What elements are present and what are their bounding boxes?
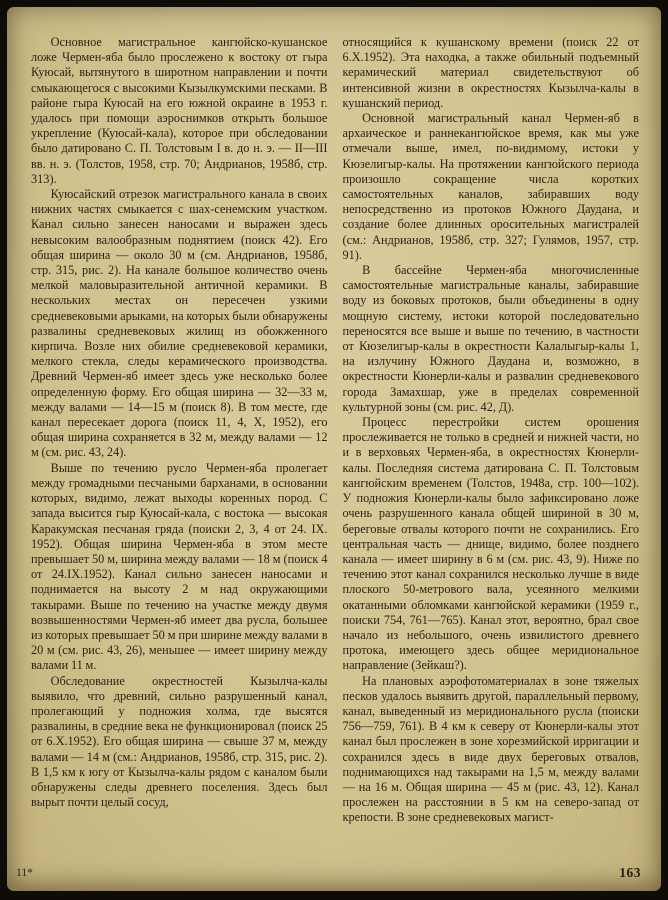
page: [7, 7, 661, 891]
paragraph: Обследование окрестностей Кызылча-калы выявило, что древний, сильно разрушенный канал, пролегающий у подножия холма, где высятся развалины, в средние века не функционировал (поиск 25 от 6.X.1952). Его общая ширина — свыше 37 м, между валами — 14 м (см.: Андрианов, 1958б, стр. 315, рис. 2). В 1,5 км к югу от Кызылча-калы рядом с каналом были обнаружены следы древнего поселения. Здесь был вырыт почти целый сосуд,: [31, 673, 328, 810]
paragraph: Выше по течению русло Чермен-яба пролегает между громадными песчаными барханами, в основании которых, видимо, лежат выходы коренных пород. С запада высится гыр Куюсай-кала, с востока — высокая Каракумская песчаная гряда (поиски 2, 3, 4 от 24. IX. 1952). Общая ширина Чермен-яба в этом месте превышает 50 м, ширина между валами — 18 м (поиск 4 от 24.IX.1952). Канал сильно занесен наносами и поднимается на высоту 2 м над окружающими такырами. Выше по течению на участке между двумя возвышенностями Чермен-яб имеет два русла, большее из которых превышает 50 м при ширине между валами в 20 м (см. рис. 43, 26), меньшее — имеет ширину между валами 11 м.: [31, 460, 328, 673]
paragraph: В бассейне Чермен-яба многочисленные самостоятельные магистральные каналы, забиравшие воду из боковых протоков, были объединены в одну мощную систему, истоки которой последовательно переносятся все выше и выше по течению, в частности от Кюзелигыр-калы в окрестности Калалыгыр-калы 1, на излучину Южного Даудана и, возможно, в окрестности Кюнерли-калы и развалин средневекового города Замахшар, уже в пределах современной культурной зоны (см. рис. 42, Д).: [342, 263, 639, 414]
paragraph: На плановых аэрофотоматериалах в зоне тяжелых песков удалось выявить другой, параллельный первому, канал, выведенный из меридионального русла (поиски 756—759, 761). В 4 км к северу от Кюнерли-калы этот канал был прослежен в зоне хорезмийской ирригации и сохранился здесь в виде двух береговых отвалов, поднимающихся над такырами на 1,5 м, между валами — на 16 м. Общая ширина — 45 м (рис. 43, 12). Канал прослежен на расстоянии в 5 км на северо-запад от крепости. В зоне средневековых магист-: [342, 673, 639, 825]
page-number: 163: [619, 865, 641, 880]
paragraph: Основное магистральное кангюйско-кушанское ложе Чермен-яба было прослежено к востоку от гыра Куюсай, вытянутого в широтном направлении и почти смыкающегося с высокими Кызылкумскими песками. В районе гыра Куюсай на его южной окраине в 1953 г. удалось при помощи аэроснимков открыть большое укрепление (Куюсай-кала), которое при обследовании было датировано С. П. Толстовым I в. до н. э. — II—III вв. н. э. (Толстов, 1958, стр. 70; Андрианов, 1958б, стр. 313).: [31, 35, 328, 186]
paragraph: Процесс перестройки систем орошения прослеживается не только в средней и нижней части, но и в верховьях Чермен-яба, в окрестностях Кюнерли-калы. Последняя система датирована С. П. Толстовым кангюйским временем (Толстов, 1948а, стр. 100—102). У подножия Кюнерли-калы было зафиксировано ложе очень разрушенного канала общей шириной в 30 м, береговые отвалы которого почти не сохранились. Его центральная часть — днище, видимо, более позднего канала — имеет ширину в 6 м (см. рис. 43, 9). Ниже по течению этот канал сохранился несколько лучше в виде плоского 50-метрового вала, усеянного мелкими окатанными обломками кангюйской керамики (1959 г., поиски 754, 761—765). Канал этот, вероятно, брал свое начало из небольшого, очень извилистого древнего протока, имеющего здесь общее меридиональное направление (Зейкаш?).: [342, 415, 639, 673]
left-column: [31, 35, 328, 865]
signature-mark: 11*: [16, 867, 33, 879]
right-column: [343, 35, 640, 865]
text-block: [31, 35, 639, 865]
paragraph-continued: относящийся к кушанскому времени (поиск 22 от 6.X.1952). Эта находка, а также обильный подъемный керамический материал свидетельствуют об интенсивной жизни в окрестностях Кызылча-калы в кушанский период.: [342, 35, 639, 110]
paragraph: Куюсайский отрезок магистрального канала в своих нижних частях смыкается с шах-сенемским участком. Канал сильно занесен наносами и выражен здесь невысоким валообразным поднятием (поиск 42). Его общая ширина — около 30 м (см. Андрианов, 1958б, стр. 315, рис. 2). На канале большое количество очень мелкой маловыразительной античной керамики. В нескольких местах он пересечен узкими средневековыми арыками, на которых были обнаружены развалины средневековых жилищ из обожженного кирпича. Возле них обилие средневековой керамики, мелкого стекла, следы керамического производства. Древний Чермен-яб имеет здесь уже несколько более определенную форму. Его общая ширина — 32—33 м, между валами — 14—15 м (поиск 8). В том месте, где канал пересекает дорога (поиск 11, 4, X, 1952), его общая ширина сохраняется в 32 м, между валами — 12 м (см. рис. 43, 24).: [31, 187, 328, 460]
paragraph: Основной магистральный канал Чермен-яб в архаическое и раннекангюйское время, как мы уже отмечали выше, имел, по-видимому, истоки у Кюзелигыр-калы. На протяжении кангюйского периода произошло сокращение числа коротких самостоятельных каналов, забиравших воду непосредственно из протоков Южного Даудана, и создание более длинных оросительных магистралей (см.: Андрианов, 1958б, стр. 327; Гулямов, 1957, стр. 91).: [342, 111, 639, 262]
